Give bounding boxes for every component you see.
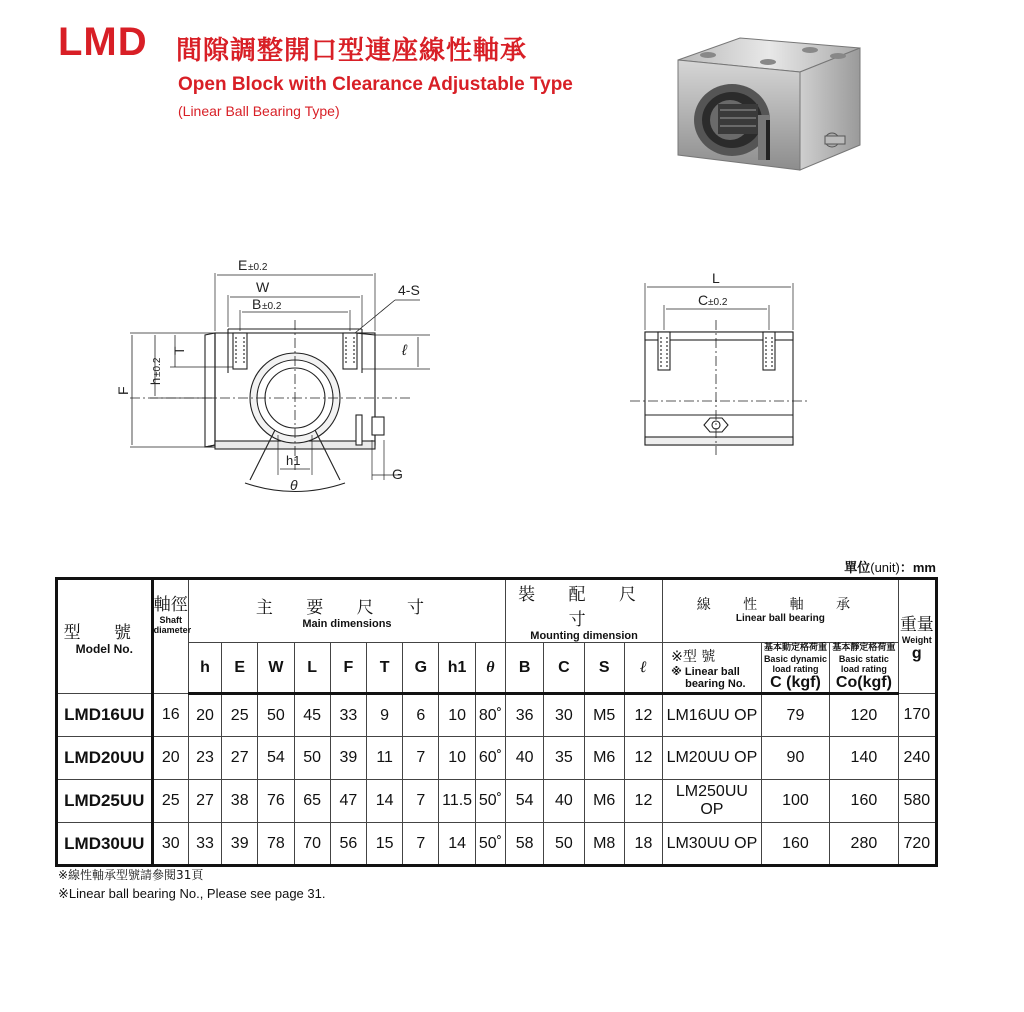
cell-e: 38	[222, 780, 258, 823]
cell-f: 33	[330, 694, 366, 737]
col-static-rating	[830, 643, 898, 694]
cell-shaft: 25	[152, 780, 188, 823]
cell-b: 58	[506, 823, 544, 866]
header-weight-sym: g	[911, 645, 922, 662]
cell-s: M6	[584, 780, 624, 823]
cell-e: 25	[222, 694, 258, 737]
cell-l: 65	[294, 780, 330, 823]
cell-b: 54	[506, 780, 544, 823]
product-code: LMD	[58, 20, 148, 64]
col-stat-en2: load rating	[840, 664, 887, 674]
col-w: W	[258, 643, 294, 694]
col-dyn-zh: 基本動定格荷重	[763, 643, 827, 653]
cell-c: 40	[544, 780, 584, 823]
col-stat-en1: Basic static	[838, 654, 889, 664]
cell-model: LMD25UU	[57, 780, 153, 823]
dim-theta-label: θ	[290, 477, 298, 493]
header-mount-zh: 裝 配 尺 寸	[518, 585, 650, 630]
cell-weight: 580	[898, 780, 936, 823]
col-l: L	[294, 643, 330, 694]
header-main-dimensions	[188, 579, 505, 643]
cell-lb: LM16UU OP	[663, 694, 762, 737]
col-b: B	[506, 643, 544, 694]
cell-model: LMD30UU	[57, 823, 153, 866]
cell-t: 9	[367, 694, 403, 737]
cell-theta: 50˚	[475, 780, 505, 823]
col-h1: h1	[439, 643, 475, 694]
cell-c: 30	[544, 694, 584, 737]
cell-t: 14	[367, 780, 403, 823]
table-row	[57, 737, 937, 780]
header-shaft-en2: diameter	[153, 625, 192, 635]
cell-l: 12	[624, 780, 662, 823]
cell-weight: 720	[898, 823, 936, 866]
cell-s: M8	[584, 823, 624, 866]
unit-label	[844, 557, 936, 576]
cell-cdyn: 160	[761, 823, 829, 866]
col-lb-model-en2: bearing No.	[685, 677, 746, 690]
cell-l: 50	[294, 737, 330, 780]
product-photo	[660, 20, 870, 185]
dim-w-label: W	[256, 279, 270, 295]
col-dyn-en1: Basic dynamic	[763, 654, 827, 664]
dim-h-label: h	[148, 377, 163, 385]
col-h: h	[188, 643, 221, 694]
cell-e: 39	[222, 823, 258, 866]
cell-f: 56	[330, 823, 366, 866]
cell-shaft: 30	[152, 823, 188, 866]
cell-g: 7	[403, 823, 439, 866]
note-english: ※Linear ball bearing No., Please see page 31.	[58, 886, 326, 901]
col-lb-model-zh: ※型 號	[671, 648, 716, 665]
col-g: G	[403, 643, 439, 694]
title-chinese: 間隙調整開口型連座線性軸承	[176, 36, 528, 66]
dim-h1-label: h1	[286, 453, 301, 468]
cell-g: 6	[403, 694, 439, 737]
col-dynamic-rating	[761, 643, 829, 694]
unit-label-zh: 單位	[844, 561, 871, 576]
header-shaft	[152, 579, 192, 694]
dim-g-label: G	[392, 466, 403, 482]
cell-cdyn: 79	[761, 694, 829, 737]
cell-c: 35	[544, 737, 584, 780]
front-view-drawing	[110, 255, 430, 495]
cell-cstat: 160	[830, 780, 898, 823]
cell-theta: 60˚	[475, 737, 505, 780]
header-linear-bearing	[663, 579, 899, 643]
dim-s-label: 4-S	[398, 282, 420, 298]
col-lb-model-en1: ※ Linear ball	[671, 665, 740, 678]
dim-l-label: ℓ	[402, 342, 407, 359]
cell-g: 7	[403, 780, 439, 823]
header-weight	[898, 579, 936, 694]
dim-e-label: E	[238, 257, 248, 273]
cell-c: 50	[544, 823, 584, 866]
header-mount-en: Mounting dimension	[530, 630, 638, 642]
cell-h: 23	[188, 737, 221, 780]
cell-lb: LM30UU OP	[663, 823, 762, 866]
cell-shaft: 16	[152, 694, 188, 737]
col-dyn-en2: load rating	[772, 664, 819, 674]
table-row	[57, 780, 937, 823]
cell-l: 18	[624, 823, 662, 866]
cell-h1: 10	[439, 737, 475, 780]
col-e: E	[222, 643, 258, 694]
header-main-zh: 主 要 尺 寸	[255, 597, 439, 618]
col-lb-model	[663, 643, 762, 694]
table-row	[57, 694, 937, 737]
header-shaft-en1: Shaft	[159, 615, 182, 625]
cell-f: 47	[330, 780, 366, 823]
cell-lb: LM20UU OP	[663, 737, 762, 780]
unit-label-value: mm	[912, 560, 936, 575]
cell-theta: 80˚	[475, 694, 505, 737]
cell-l: 70	[294, 823, 330, 866]
unit-label-sep: ：	[899, 560, 913, 575]
dim-t-label: T	[171, 346, 187, 355]
cell-g: 7	[403, 737, 439, 780]
cell-h: 27	[188, 780, 221, 823]
cell-h1: 10	[439, 694, 475, 737]
subtitle: (Linear Ball Bearing Type)	[178, 103, 340, 119]
col-stat-sym: Co(kgf)	[835, 674, 892, 691]
header-model	[57, 579, 153, 694]
cell-s: M6	[584, 737, 624, 780]
cell-model: LMD16UU	[57, 694, 153, 737]
cell-cdyn: 90	[761, 737, 829, 780]
cell-s: M5	[584, 694, 624, 737]
cell-weight: 170	[898, 694, 936, 737]
cell-w: 76	[258, 780, 294, 823]
cell-w: 78	[258, 823, 294, 866]
cell-shaft: 20	[152, 737, 188, 780]
cell-l: 12	[624, 737, 662, 780]
header-lb-en: Linear ball bearing	[735, 613, 825, 624]
dim-f-label: F	[115, 386, 131, 395]
cell-cstat: 120	[830, 694, 898, 737]
header-model-en: Model No.	[75, 642, 133, 656]
dim-e-tol: ±0.2	[248, 262, 268, 273]
table-body	[57, 694, 937, 866]
col-s: S	[584, 643, 624, 694]
header-main-en: Main dimensions	[302, 617, 392, 630]
dim-h-tol: ±0.2	[152, 357, 163, 377]
header-weight-en: Weight	[901, 635, 932, 645]
cell-t: 11	[367, 737, 403, 780]
col-c: C	[544, 643, 584, 694]
cell-theta: 50˚	[475, 823, 505, 866]
dim-b-tol: ±0.2	[262, 301, 282, 312]
cell-lb: LM250UU OP	[663, 780, 762, 823]
header-shaft-zh: 軸徑	[153, 595, 188, 615]
note-chinese: ※線性軸承型號請參閱31頁	[58, 868, 204, 882]
header-weight-zh: 重量	[899, 615, 934, 635]
header-mounting-dimension	[506, 579, 663, 643]
cell-h: 20	[188, 694, 221, 737]
cell-cstat: 140	[830, 737, 898, 780]
dim-c-tol: ±0.2	[708, 297, 728, 308]
cell-h1: 11.5	[439, 780, 475, 823]
cell-cdyn: 100	[761, 780, 829, 823]
cell-h1: 14	[439, 823, 475, 866]
table-row	[57, 823, 937, 866]
cell-l: 45	[294, 694, 330, 737]
col-theta: θ	[475, 643, 505, 694]
cell-e: 27	[222, 737, 258, 780]
cell-b: 40	[506, 737, 544, 780]
cell-model: LMD20UU	[57, 737, 153, 780]
col-t: T	[367, 643, 403, 694]
dim-l-length-label: L	[712, 270, 720, 286]
cell-w: 50	[258, 694, 294, 737]
header-model-zh: 型 號	[63, 623, 146, 643]
cell-t: 15	[367, 823, 403, 866]
cell-b: 36	[506, 694, 544, 737]
header-lb-zh: 線 性 軸 承	[696, 597, 865, 613]
col-dyn-sym: C (kgf)	[770, 674, 821, 691]
col-f: F	[330, 643, 366, 694]
title-english: Open Block with Clearance Adjustable Type	[178, 74, 573, 95]
cell-w: 54	[258, 737, 294, 780]
dim-b-label: B	[252, 296, 262, 312]
col-stat-zh: 基本靜定格荷重	[832, 643, 896, 653]
cell-weight: 240	[898, 737, 936, 780]
dim-c-label: C	[698, 292, 709, 308]
col-ell: ℓ	[624, 643, 662, 694]
cell-l: 12	[624, 694, 662, 737]
cell-cstat: 280	[830, 823, 898, 866]
side-view-drawing	[630, 265, 820, 455]
specification-table	[55, 577, 938, 867]
cell-f: 39	[330, 737, 366, 780]
cell-h: 33	[188, 823, 221, 866]
unit-label-en: (unit)	[870, 560, 900, 575]
